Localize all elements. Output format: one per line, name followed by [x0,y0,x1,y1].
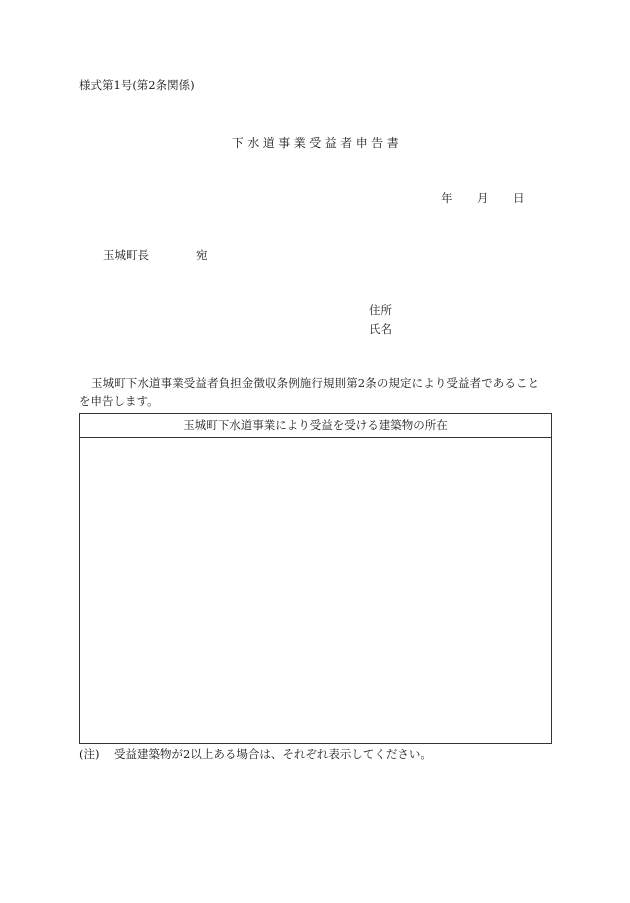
declaration-text-line1: 玉城町下水道事業受益者負担金徴収条例施行規則第2条の規定により受益者であること [91,376,540,390]
building-location-header: 玉城町下水道事業により受益を受ける建築物の所在 [80,414,551,438]
building-location-field[interactable] [80,438,551,744]
date-year-label: 年 [441,191,453,205]
document-title: 下水道事業受益者申告書 [231,136,403,150]
declaration-text-line2: を申告します。 [79,394,159,408]
date-month-label: 月 [477,191,489,205]
address-label: 住所 [369,303,392,317]
name-label: 氏名 [369,322,392,336]
addressee: 玉城町長 [103,248,149,262]
date-day-label: 日 [513,191,525,205]
note-label: (注) [79,747,100,761]
form-number: 様式第1号(第2条関係) [79,78,195,92]
building-location-table [79,413,552,744]
honorific: 宛 [196,248,208,262]
note-text: 受益建築物が2以上ある場合は、それぞれ表示してください。 [114,747,432,761]
